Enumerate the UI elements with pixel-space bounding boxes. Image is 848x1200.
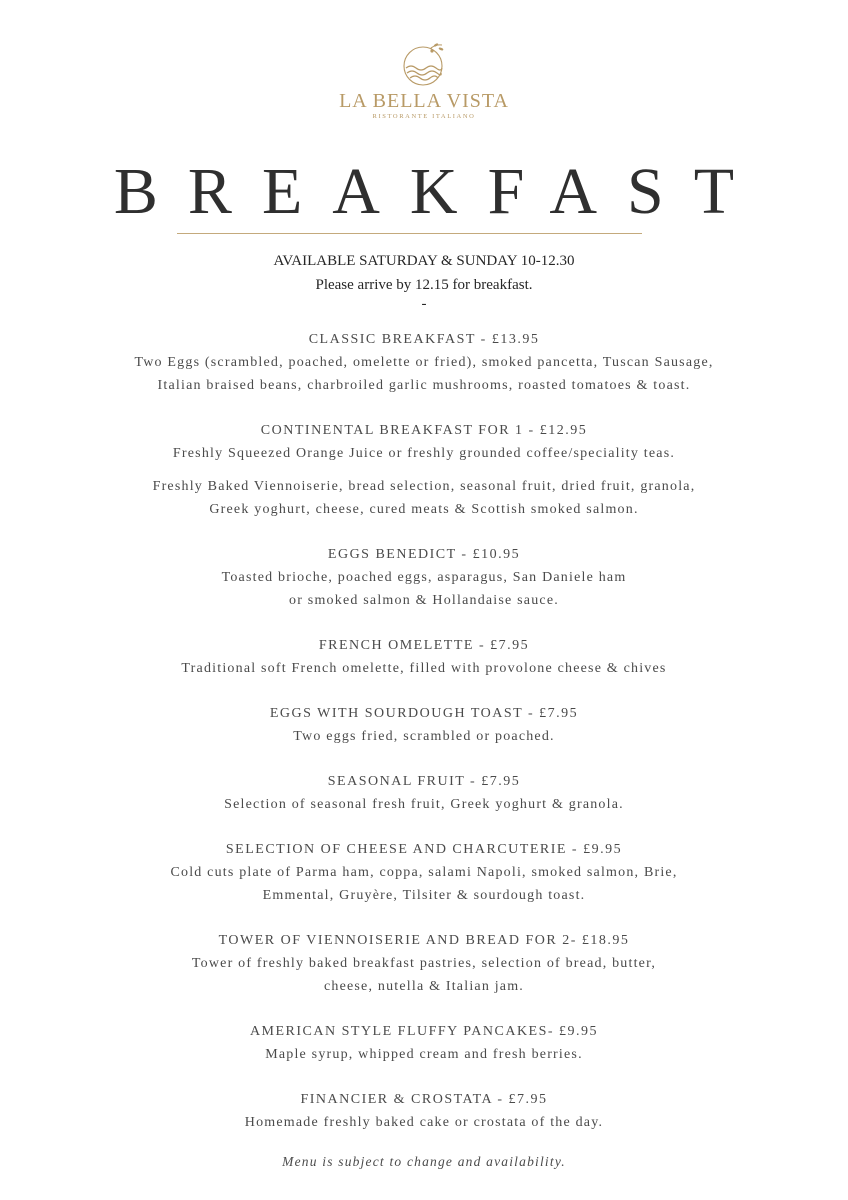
brand-logo [0, 40, 848, 121]
title-divider [177, 233, 642, 234]
menu-item [0, 1020, 848, 1066]
menu-item [0, 634, 848, 680]
menu-item [0, 419, 848, 465]
menu-item [0, 328, 848, 397]
menu-item [0, 929, 848, 998]
menu-item-description: Greek yoghurt, cheese, cured meats & Scottish smoked salmon. [209, 502, 639, 517]
menu-item-description: Homemade freshly baked cake or crostata of the day. [244, 1115, 604, 1130]
brand-name: LA BELLA VISTA [339, 90, 509, 112]
menu-item-title: EGGS BENEDICT - £10.95 [327, 547, 521, 562]
menu-item-title: FINANCIER & CROSTATA - £7.95 [300, 1092, 548, 1107]
menu-item-title: EGGS WITH SOURDOUGH TOAST - £7.95 [269, 706, 579, 721]
menu-item [0, 1088, 848, 1134]
menu-item-description: Selection of seasonal fresh fruit, Greek yoghurt & granola. [224, 797, 624, 812]
menu-item-description: Tower of freshly baked breakfast pastries, selection of bread, butter, [191, 956, 657, 971]
menu-item-description: Cold cuts plate of Parma ham, coppa, salami Napoli, smoked salmon, Brie, [170, 865, 678, 880]
menu-item-title: AMERICAN STYLE FLUFFY PANCAKES- £9.95 [249, 1024, 599, 1039]
menu-item-description: Italian braised beans, charbroiled garlic mushrooms, roasted tomatoes & toast. [157, 378, 691, 393]
menu-item-title: SEASONAL FRUIT - £7.95 [327, 774, 521, 789]
menu-item-description: or smoked salmon & Hollandaise sauce. [289, 593, 559, 608]
availability-separator: - [421, 296, 427, 312]
menu-item [0, 838, 848, 907]
menu-list [0, 328, 848, 1134]
menu-item-title: SELECTION OF CHEESE AND CHARCUTERIE - £9.95 [225, 842, 623, 857]
availability-disclaimer: Menu is subject to change and availability. [282, 1154, 566, 1169]
menu-item-title: CONTINENTAL BREAKFAST FOR 1 - £12.95 [260, 423, 588, 438]
menu-item [0, 475, 848, 521]
menu-item-description: Maple syrup, whipped cream and fresh berries. [265, 1047, 583, 1062]
menu-item-description: Toasted brioche, poached eggs, asparagus, San Daniele ham [221, 570, 627, 585]
menu-item-description: Traditional soft French omelette, filled with provolone cheese & chives [181, 661, 667, 676]
menu-item-description: Emmental, Gruyère, Tilsiter & sourdough toast. [262, 888, 586, 903]
menu-item-title: CLASSIC BREAKFAST - £13.95 [308, 332, 540, 347]
availability-notice [0, 249, 848, 311]
menu-item-description: Two eggs fried, scrambled or poached. [293, 729, 555, 744]
sun-over-waves-logo-icon [397, 40, 451, 88]
menu-item [0, 702, 848, 748]
menu-item-description: Two Eggs (scrambled, poached, omelette or fried), smoked pancetta, Tuscan Sausage, [134, 355, 714, 370]
arrival-note: Please arrive by 12.15 for breakfast. [315, 277, 533, 293]
menu-item [0, 543, 848, 612]
menu-item-description: Freshly Squeezed Orange Juice or freshly grounded coffee/speciality teas. [172, 446, 676, 461]
menu-item [0, 770, 848, 816]
availability-hours: AVAILABLE SATURDAY & SUNDAY 10-12.30 [273, 253, 575, 269]
menu-item-title: TOWER OF VIENNOISERIE AND BREAD FOR 2- £18.95 [218, 933, 630, 948]
menu-item-title: FRENCH OMELETTE - £7.95 [318, 638, 530, 653]
brand-tagline: RISTORANTE ITALIANO [372, 113, 476, 120]
menu-item-description: Freshly Baked Viennoiserie, bread selection, seasonal fruit, dried fruit, granola, [152, 479, 696, 494]
page-title: BREAKFAST [113, 155, 765, 228]
menu-item-description: cheese, nutella & Italian jam. [323, 979, 525, 994]
